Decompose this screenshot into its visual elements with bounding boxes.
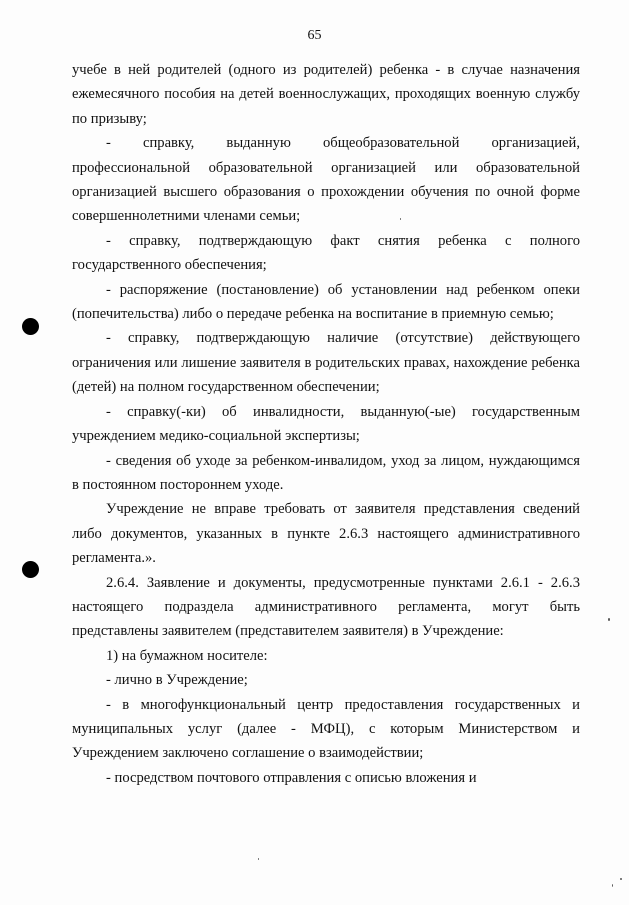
paragraph-1: учебе в ней родителей (одного из родителей) ребенка - в случае назначения ежемесячного пособия на детей военнослужащих, проходящих военную службу по призыву; — [72, 62, 580, 127]
paragraph-8: Учреждение не вправе требовать от заявителя представления сведений либо документов, указанных в пункте 2.6.3 настоящего административного регламента.». — [72, 501, 580, 567]
punch-hole-top — [22, 318, 39, 335]
paragraph-10: 1) на бумажном носителе: — [106, 647, 268, 664]
paragraph-9: 2.6.4. Заявление и документы, предусмотренные пунктами 2.6.1 - 2.6.3 настоящего подраздела административного регламента, могут быть представлены заявителем (представителем заявителя) в Учреждение: — [72, 574, 580, 640]
paragraph-4: - распоряжение (постановление) об установлении над ребенком опеки (попечительства) либо о передаче ребенка на воспитание в приемную семью; — [72, 281, 580, 323]
paragraph-6: - справку(-ки) об инвалидности, выданную(-ые) государственным учреждением медико-социальной экспертизы; — [72, 403, 580, 445]
scan-speck — [608, 618, 610, 621]
paragraph-5: - справку, подтверждающую наличие (отсутствие) действующего ограничения или лишение заявителя в родительских правах, нахождение ребенка (детей) на полном государственном обеспечении; — [72, 330, 580, 396]
paragraph-11: - лично в Учреждение; — [106, 672, 248, 689]
scan-speck — [258, 858, 259, 860]
paragraph-3: - справку, подтверждающую факт снятия ребенка с полного государственного обеспечения; — [72, 232, 580, 274]
paragraph-12: - в многофункциональный центр предоставления государственных и муниципальных услуг (далее - МФЦ), с которым Министерством и Учреждением заключено соглашение о взаимодействии; — [72, 696, 580, 762]
body-text — [72, 58, 580, 790]
page-number: 65 — [307, 28, 322, 43]
scan-speck — [620, 878, 622, 880]
paragraph-13: - посредством почтового отправления с описью вложения и — [106, 769, 477, 786]
scan-speck — [612, 884, 613, 887]
punch-hole-bottom — [22, 561, 39, 578]
paragraph-7: - сведения об уходе за ребенком-инвалидом, уход за лицом, нуждающимся в постоянном постороннем уходе. — [72, 452, 580, 493]
paragraph-2: - справку, выданную общеобразовательной организацией, профессиональной образовательной организацией или образовательной организацией высшего образования о прохождении обучения по очной форме совершеннолетними членами семьи; — [72, 135, 580, 225]
